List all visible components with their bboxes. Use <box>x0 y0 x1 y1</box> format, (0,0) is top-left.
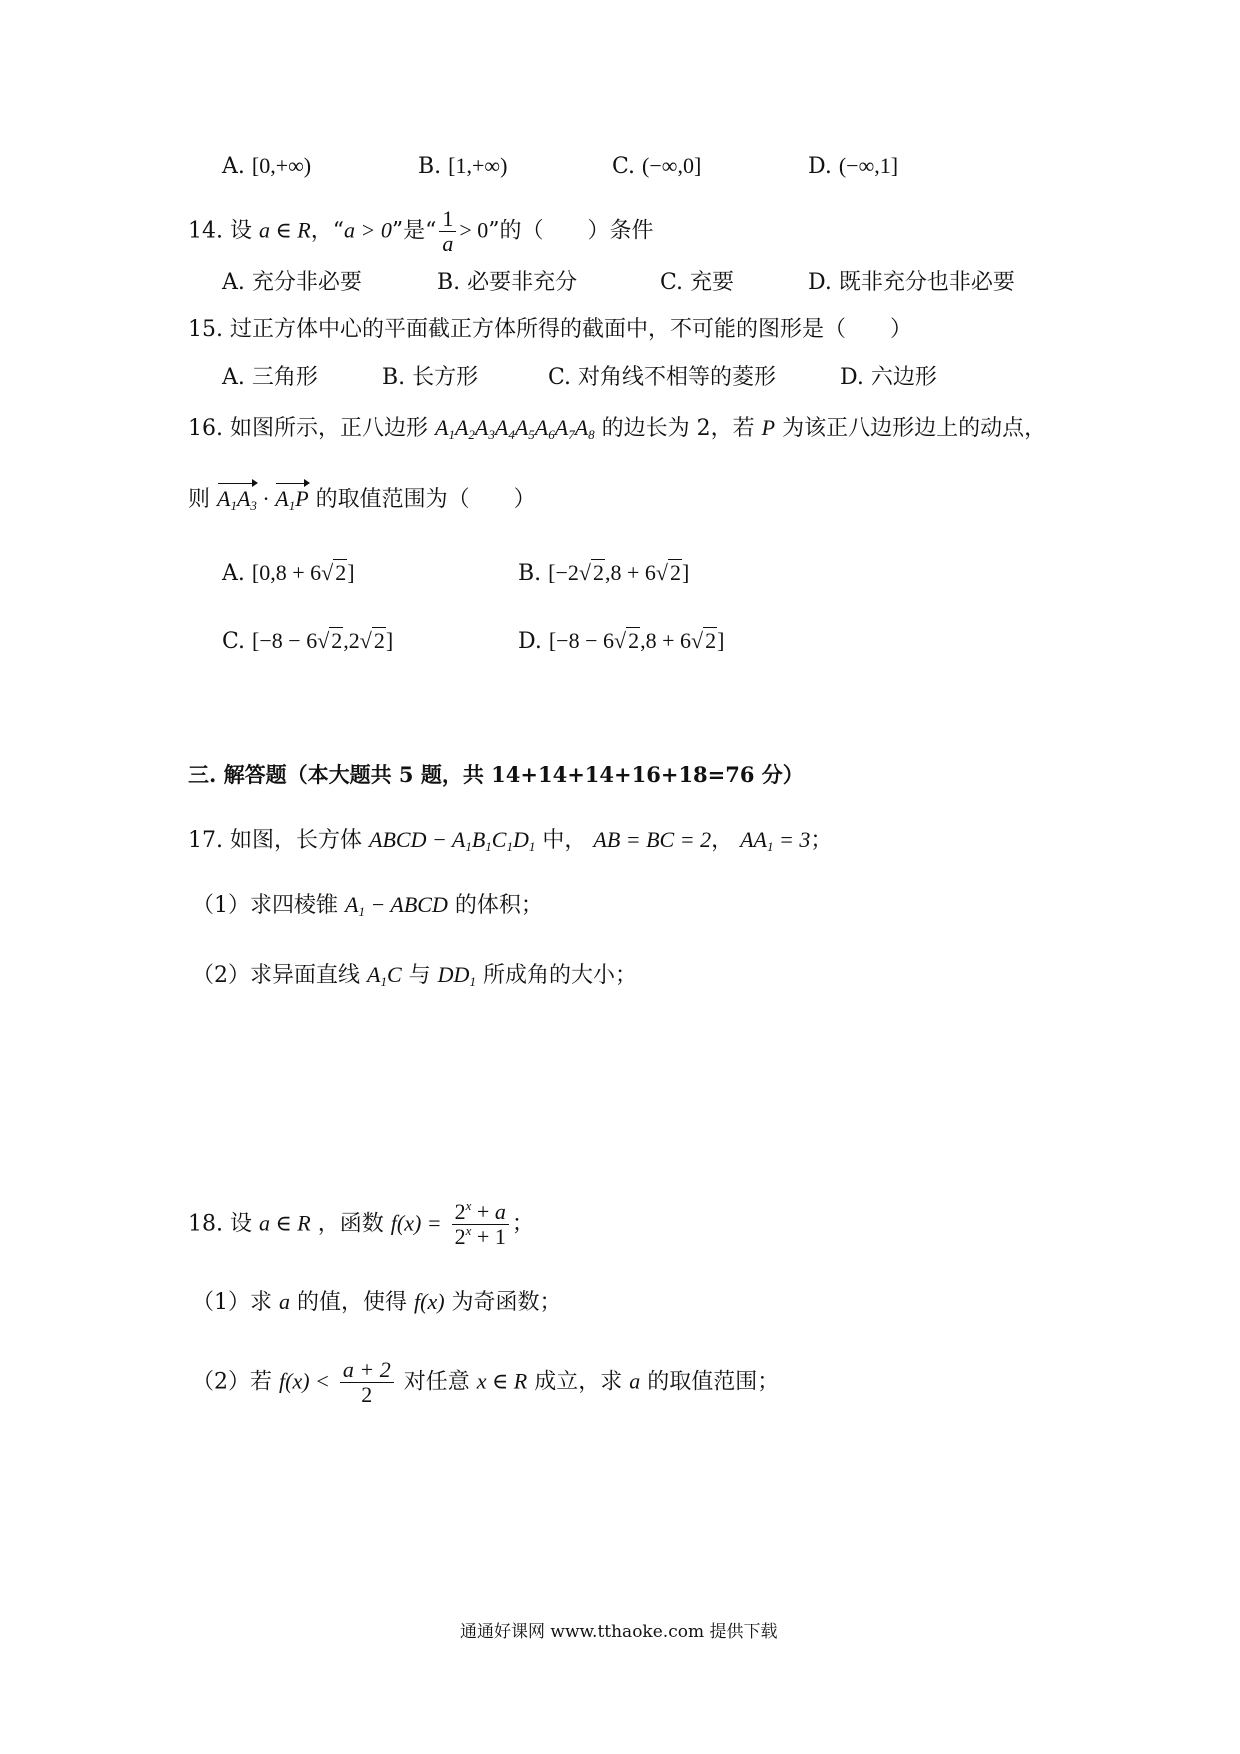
q13-option-d: D. (−∞,1] <box>808 153 899 179</box>
q18-part2: （2）若 f(x) < $\frac{a + 2}{2}$ 对任意 x ∈ R 成立，求 a 的取值范围； <box>192 1357 780 1408</box>
q15-option-a: A. 三角形 <box>222 365 318 390</box>
q14-option-c: C. 充要 <box>660 270 735 295</box>
q18-denominator: $2^x + 1$ <box>454 1223 506 1250</box>
section-title: 三. 解答题（本大题共 5 题，共 14+14+14+16+18=76 分） <box>188 762 804 787</box>
footer-watermark: 通通好课网 www.tthaoke.com 提供下载 <box>460 1622 778 1642</box>
q17-part2: （2）求异面直线 $A_1C$ 与 $DD_1$ 所成角的大小； <box>192 962 637 989</box>
q16-stem: 16. 如图所示，正八边形 $A_1A_2A_3A_4A_5A_6A_7A_8$ 的边长为 2，若 P 为该正八边形边上的动点， <box>188 415 1047 442</box>
vector-a1a3: $A_1A_3$ <box>217 486 257 513</box>
q16-polygon-name: $A_1A_2A_3A_4A_5A_6A_7A_8$ <box>435 415 595 442</box>
vector-a1p: $A_1P$ <box>275 486 309 513</box>
q16-option-b: B. [−2√2,8 + 6√2] <box>518 560 690 586</box>
q14-option-d: D. 既非充分也非必要 <box>808 270 1015 295</box>
q18-stem: 18. 设 a ∈ R ，函数 f(x) = $\frac{2^x + a}{2^x + 1}$ ； <box>188 1198 534 1250</box>
q14-stem: 14. 设 a ∈ R，“a > 0”是“ $\frac{1}{a}$ > 0”的（ ）条件 <box>188 206 654 257</box>
q17-solid-name: ABCD − $A_1B_1C_1D_1$ <box>369 827 536 854</box>
q13-option-b: B. [1,+∞) <box>418 153 508 179</box>
q13-option-c: C. (−∞,0] <box>612 153 702 179</box>
q16-option-c: C. [−8 − 6√2,2√2] <box>222 628 394 654</box>
q15-stem: 15. 过正方体中心的平面截正方体所得的截面中，不可能的图形是（ ） <box>188 317 912 342</box>
q17-condition-aa1: $AA_1 = 3$ <box>740 827 811 854</box>
q14-fraction: $\frac{1}{a}$ <box>439 207 456 256</box>
q17-part1: （1）求四棱锥 $A_1$ − ABCD 的体积； <box>192 892 543 919</box>
q16-option-a: A. [0,8 + 6√2] <box>222 560 355 586</box>
q15-option-b: B. 长方形 <box>382 365 479 390</box>
q18-function-fraction <box>452 1200 509 1249</box>
q17-stem: 17. 如图，长方体 ABCD − $A_1B_1C_1D_1$ 中， AB = BC = 2， $AA_1 = 3$； <box>188 827 833 854</box>
q16-option-d: D. [−8 − 6√2,8 + 6√2] <box>518 628 725 654</box>
q14-option-a: A. 充分非必要 <box>222 270 362 295</box>
q16-stem-line2: 则 $A_1A_3 \cdot A_1P$ 的取值范围为（ ） <box>188 486 536 513</box>
q14-option-b: B. 必要非充分 <box>437 270 578 295</box>
q18-inequality-fraction: $\frac{a + 2}{2}$ <box>340 1358 394 1407</box>
q15-option-d: D. 六边形 <box>840 365 937 390</box>
q15-option-c: C. 对角线不相等的菱形 <box>548 365 777 390</box>
q17-line-dd1: $DD_1$ <box>437 962 476 989</box>
q17-line-a1c: $A_1C$ <box>367 962 402 989</box>
q13-option-a: A. [0,+∞) <box>222 153 312 179</box>
q18-part1: （1）求 a 的值，使得 f(x) 为奇函数； <box>192 1289 562 1315</box>
q17-pyramid: $A_1$ − ABCD <box>345 892 448 919</box>
q18-numerator: $2^x + a$ <box>452 1200 509 1225</box>
